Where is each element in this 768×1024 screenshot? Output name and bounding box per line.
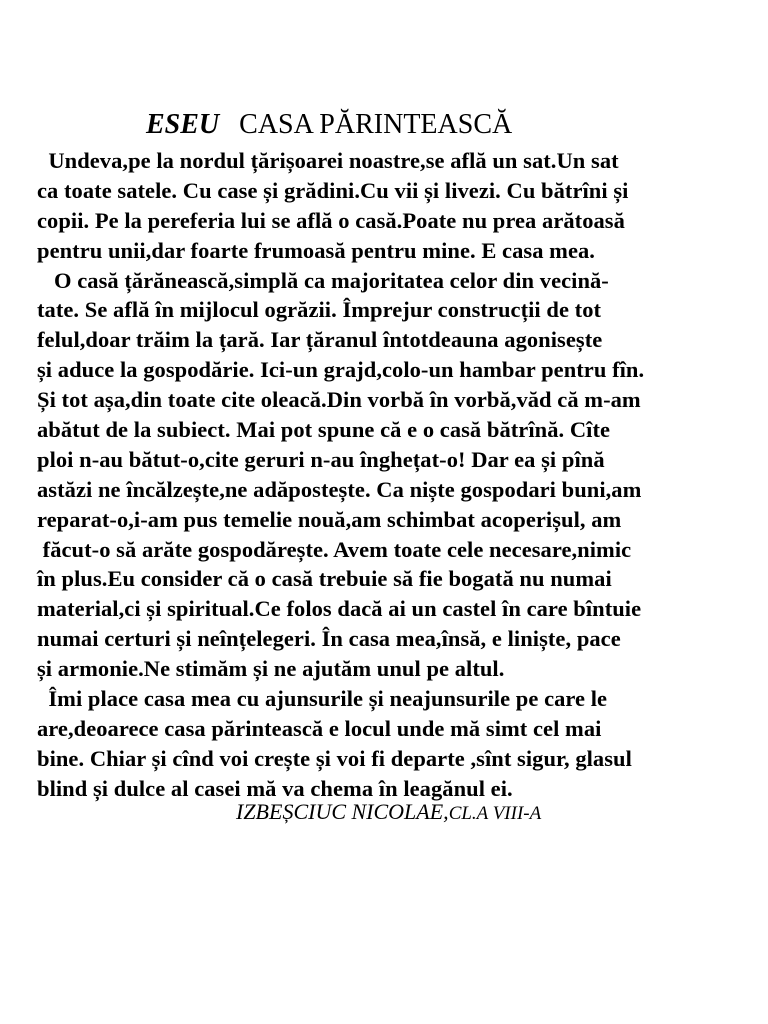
text-line: pentru unii,dar foarte frumoasă pentru mine. E casa mea. xyxy=(37,237,595,263)
author-signature xyxy=(236,797,541,829)
essay-title xyxy=(146,108,512,142)
text-line: O casă țărănească,simplă ca majoritatea celor din vecină- xyxy=(37,267,609,293)
text-line: bine. Chiar și cînd voi crește și voi fi departe ,sînt sigur, glasul xyxy=(37,745,632,771)
text-line: material,ci și spiritual.Ce folos dacă ai un castel în care bîntuie xyxy=(37,596,642,622)
text-line: ploi n-au bătut-o,cite geruri n-au înghețat-o! Dar ea și pînă xyxy=(37,446,605,472)
text-line: făcut-o să arăte gospodărește. Avem toate cele necesare,nimic xyxy=(37,536,632,562)
text-line: în plus.Eu consider că o casă trebuie să fie bogată nu numai xyxy=(37,566,612,592)
author-class: CL.A VIII-A xyxy=(448,803,542,824)
text-line: are,deoarece casa părintească e locul unde mă simt cel mai xyxy=(37,715,602,741)
text-line: Îmi place casa mea cu ajunsurile și neajunsurile pe care le xyxy=(37,686,608,712)
title-main: CASA PĂRINTEASCĂ xyxy=(239,109,513,140)
essay-body xyxy=(37,146,737,804)
text-line: și armonie.Ne stimăm și ne ajutăm unul pe altul. xyxy=(37,656,505,682)
text-line: și aduce la gospodărie. Ici-un grajd,colo-un hambar pentru fîn. xyxy=(37,357,645,383)
text-line: astăzi ne încălzește,ne adăpostește. Ca niște gospodari buni,am xyxy=(37,476,642,502)
text-line: blind și dulce al casei mă va chema în leagănul ei. xyxy=(37,775,513,801)
text-line: numai certuri și neînțelegeri. În casa mea,însă, e liniște, pace xyxy=(37,626,621,652)
text-line: felul,doar trăim la țară. Iar țăranul întotdeauna agonisește xyxy=(37,327,603,353)
text-line: ca toate satele. Cu case și grădini.Cu vii și livezi. Cu bătrîni și xyxy=(37,177,629,203)
text-line: reparat-o,i-am pus temelie nouă,am schimbat acoperișul, am xyxy=(37,506,622,532)
text-line: tate. Se află în mijlocul ogrăzii. Împrejur construcții de tot xyxy=(37,297,602,323)
author-name: IZBEȘCIUC NICOLAE, xyxy=(236,799,449,824)
title-label: ESEU xyxy=(146,109,220,140)
text-line: Și tot așa,din toate cite oleacă.Din vorbă în vorbă,văd că m-am xyxy=(37,387,641,413)
text-line: Undeva,pe la nordul țărișoarei noastre,se află un sat.Un sat xyxy=(37,148,619,173)
text-line: copii. Pe la pereferia lui se află o casă.Poate nu prea arătoasă xyxy=(37,207,625,233)
text-line: abătut de la subiect. Mai pot spune că e o casă bătrînă. Cîte xyxy=(37,417,611,443)
